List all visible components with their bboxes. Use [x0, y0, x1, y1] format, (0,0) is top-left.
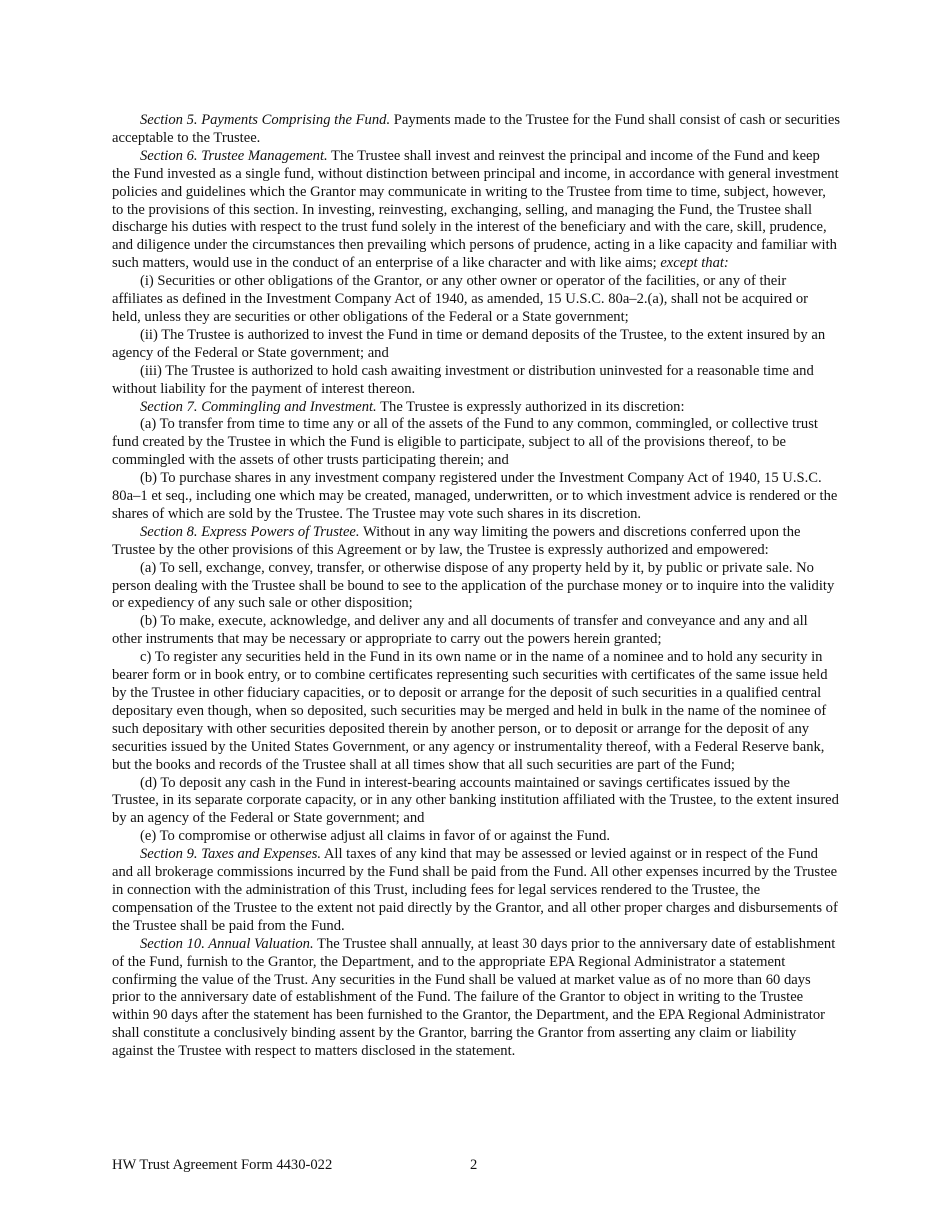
clause-8b-paragraph: (b) To make, execute, acknowledge, and deliver any and all documents of transfer and conveyance and any and all other instruments that may be necessary or appropriate to carry out the powers herein granted; [112, 613, 808, 648]
clause-i-paragraph: (i) Securities or other obligations of the Grantor, or any other owner or operator of the facilities, or any of their affiliates as defined in the Investment Company Act of 1940, as amended, 15 U.S.C. 80a–2.(a), shall not be acquired or held, unless they are securities or other obligations of the Federal or a State government; [112, 273, 809, 325]
form-name: HW Trust Agreement Form 4430-022 [112, 1157, 333, 1173]
section-heading: Section 8. Express Powers of Trustee. [140, 523, 360, 540]
clause-8e-paragraph: (e) To compromise or otherwise adjust all claims in favor of or against the Fund. [140, 828, 611, 845]
clause-7b-paragraph: (b) To purchase shares in any investment company registered under the Investment Company Act of 1940, 15 U.S.C. 80a–1 et seq., including one which may be created, managed, underwritten, or to which investment advice is rendered or the shares of which are sold by the Trustee. The Trustee may vote such shares in its discretion. [112, 470, 838, 522]
clause-8a-paragraph: (a) To sell, exchange, convey, transfer, or otherwise dispose of any property held by it, by public or private sale. No person dealing with the Trustee shall be bound to see to the application of the purchase money or to inquire into the validity or expediency of any such sale or other disposition; [112, 559, 835, 612]
section-10-paragraph [112, 936, 840, 1061]
document-body [112, 112, 840, 1061]
page-number: 2 [470, 1157, 478, 1173]
section-heading: Section 9. Taxes and Expenses. [140, 846, 322, 863]
section-heading: Section 6. Trustee Management. [140, 147, 328, 164]
clause-7a-paragraph: (a) To transfer from time to time any or all of the assets of the Fund to any common, commingled, or collective trust fund created by the Trustee in which the Fund is eligible to participate, subject to all of the provisions thereof, to be commingled with the assets of other trusts participating therein; and [112, 416, 818, 469]
section-5-paragraph [112, 112, 840, 148]
section-9-paragraph [112, 846, 840, 936]
section-heading: Section 5. Payments Comprising the Fund. [140, 112, 391, 128]
section-8-paragraph [112, 524, 840, 560]
paragraph-text: Payments made to the Trustee for the Fund shall consist of cash or securities acceptable to the Trustee. [112, 112, 840, 146]
clause-ii-paragraph: (ii) The Trustee is authorized to invest the Fund in time or demand deposits of the Trustee, to the extent insured by an agency of the Federal or State government; and [112, 326, 826, 361]
clause-iii-paragraph: (iii) The Trustee is authorized to hold cash awaiting investment or distribution uninvested for a reasonable time and without liability for the payment of interest thereon. [112, 362, 814, 397]
section-6-paragraph [112, 148, 840, 273]
section-heading: Section 7. Commingling and Investment. [140, 398, 377, 415]
paragraph-text: The Trustee shall invest and reinvest the principal and income of the Fund and keep the Fund invested as a single fund, without distinction between principal and income, in accordance with general investment policies and guidelines which the Grantor may communicate in writing to the Trustee from time to time, subject, however, to the provisions of this section. In investing, reinvesting, exchanging, selling, and managing the Fund, the Trustee shall discharge his duties with respect to the trust fund solely in the interest of the beneficiary and with the care, skill, prudence, and diligence under the circumstances then prevailing which persons of prudence, acting in a like capacity and familiar with such matters, would use in the conduct of an enterprise of a like character and with like aims; [112, 147, 839, 272]
paragraph-text: Without in any way limiting the powers and discretions conferred upon the Trustee by the other provisions of this Agreement or by law, the Trustee is expressly authorized and empowered: [112, 523, 801, 558]
clause-8d-paragraph: (d) To deposit any cash in the Fund in interest-bearing accounts maintained or savings certificates issued by the Trustee, in its separate corporate capacity, or in any other banking institution affiliated with the Trustee, to the extent insured by an agency of the Federal or State government; and [112, 774, 839, 827]
section-heading: Section 10. Annual Valuation. [140, 935, 314, 952]
paragraph-text: All taxes of any kind that may be assessed or levied against or in respect of the Fund and all brokerage commissions incurred by the Fund shall be paid from the Fund. All other expenses incurred by the Trustee in connection with the administration of this Trust, including fees for legal services rendered to the Trustee, the compensation of the Trustee to the extent not paid directly by the Grantor, and all other proper charges and disbursements of the Trustee shall be paid from the Fund. [112, 846, 838, 934]
paragraph-italic-tail: except that: [660, 255, 729, 272]
paragraph-text: The Trustee is expressly authorized in its discretion: [376, 398, 685, 415]
paragraph-text: The Trustee shall annually, at least 30 days prior to the anniversary date of establishment of the Fund, furnish to the Grantor, the Department, and to the appropriate EPA Regional Administrator a statement confirming the value of the Trust. Any securities in the Fund shall be valued at market value as of no more than 60 days prior to the anniversary date of establishment of the Fund. The failure of the Grantor to object in writing to the Trustee within 90 days after the statement has been furnished to the Grantor, the Department, and the EPA Regional Administrator shall constitute a conclusively binding assent by the Grantor, barring the Grantor from asserting any claim or liability against the Trustee with respect to matters disclosed in the statement. [112, 935, 836, 1060]
clause-8c-paragraph: c) To register any securities held in the Fund in its own name or in the name of a nominee and to hold any security in bearer form or in book entry, or to combine certificates representing such securities with certificates of the same issue held by the Trustee in other fiduciary capacities, or to deposit or arrange for the deposit of such securities in a qualified central depositary even though, when so deposited, such securities may be merged and held in bulk in the name of the nominee of such depositary with other securities deposited therein by another person, or to deposit or arrange for the deposit of any securities issued by the United States Government, or any agency or instrumentality thereof, with a Federal Reserve bank, but the books and records of the Trustee shall at all times show that all such securities are part of the Fund; [112, 649, 828, 773]
section-7-paragraph [112, 399, 840, 417]
